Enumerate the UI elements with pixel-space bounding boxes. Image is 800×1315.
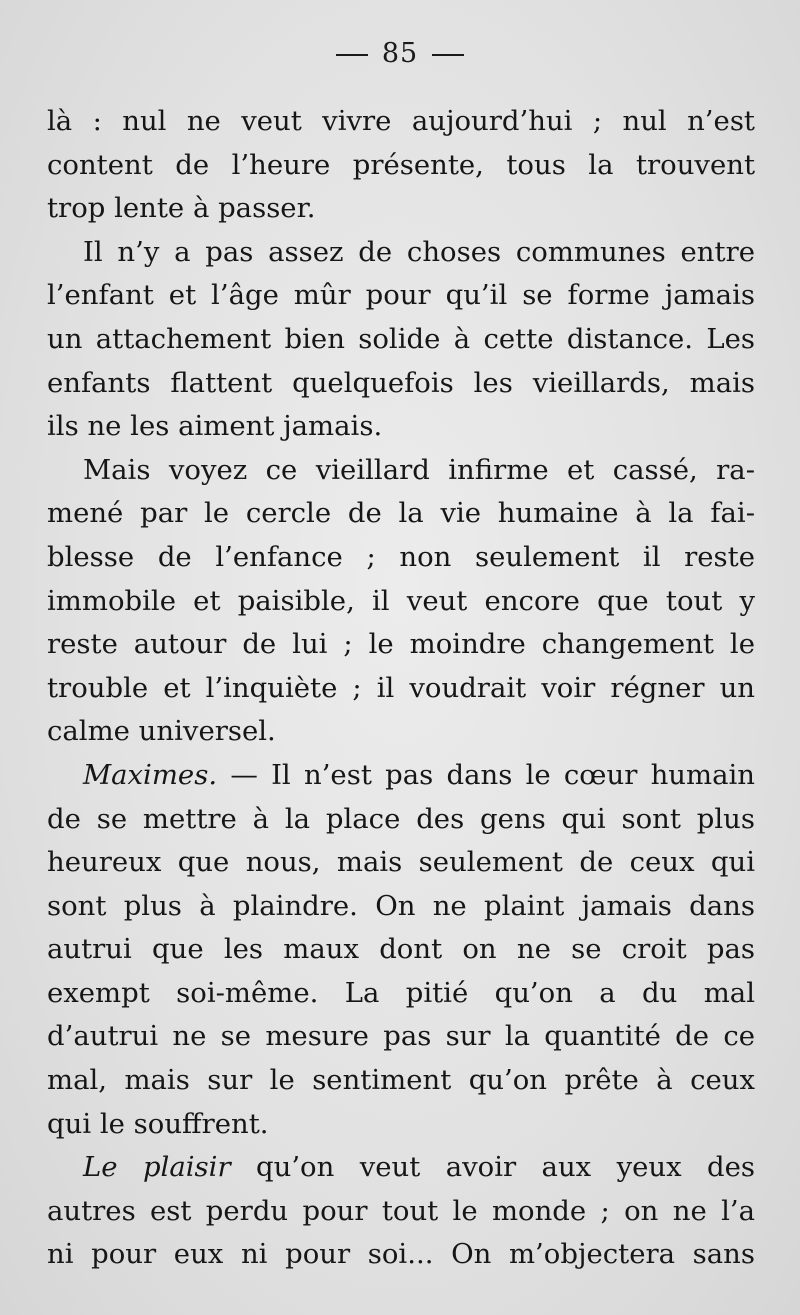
line-text: là : nul ne veut vivre aujourd’hui ; nul n’est bbox=[47, 105, 755, 137]
line-text: calme universel. bbox=[47, 715, 276, 748]
text-line bbox=[47, 536, 755, 580]
line-text: content de l’heure présente, tous la trouvent bbox=[47, 148, 755, 181]
text-line bbox=[47, 623, 755, 667]
line-text: mené par le cercle de la vie humaine à la fai- bbox=[47, 497, 755, 530]
text-line bbox=[47, 1190, 755, 1234]
line-text: heureux que nous, mais seulement de ceux qui bbox=[47, 846, 755, 879]
text-line bbox=[47, 274, 755, 318]
line-text: l’enfant et l’âge mûr pour qu’il se forme jamais bbox=[47, 279, 755, 312]
text-line bbox=[47, 144, 755, 188]
text-line bbox=[47, 449, 755, 493]
line-text: exempt soi-même. La pitié qu’on a du mal bbox=[47, 976, 755, 1009]
line-text: mal, mais sur le sentiment qu’on prête à ceux bbox=[47, 1064, 755, 1097]
line-text: d’autrui ne se mesure pas sur la quantité de ce bbox=[47, 1020, 755, 1053]
line-text: blesse de l’enfance ; non seulement il reste bbox=[47, 540, 755, 573]
text-line bbox=[47, 318, 755, 362]
text-line bbox=[47, 667, 755, 711]
line-text: reste autour de lui ; le moindre changement le bbox=[47, 628, 755, 661]
line-text: ni pour eux ni pour soi... On m’objectera sans bbox=[47, 1238, 755, 1271]
line-text: — Il n’est pas dans le cœur humain bbox=[217, 758, 755, 791]
text-line bbox=[47, 841, 755, 885]
line-text: de se mettre à la place des gens qui sont plus bbox=[47, 802, 755, 835]
text-line bbox=[47, 928, 755, 972]
text-line bbox=[47, 798, 755, 842]
line-text: autrui que les maux dont on ne se croit pas bbox=[47, 933, 755, 966]
line-text: enfants flattent quelquefois les vieillards, mais bbox=[47, 366, 755, 399]
text-line bbox=[47, 1103, 755, 1147]
line-text: qu’on veut avoir aux yeux des bbox=[230, 1151, 755, 1184]
line-text: trouble et l’inquiète ; il voudrait voir régner un bbox=[47, 671, 755, 704]
line-text: un attachement bien solide à cette distance. Les bbox=[47, 322, 755, 355]
text-line bbox=[47, 187, 755, 231]
text-line bbox=[47, 405, 755, 449]
line-text: ils ne les aiment jamais. bbox=[47, 410, 383, 443]
line-text: qui le souffrent. bbox=[47, 1107, 269, 1140]
page-number-header bbox=[0, 38, 800, 69]
text-line bbox=[47, 972, 755, 1016]
text-line bbox=[47, 1146, 755, 1190]
left-dash bbox=[336, 54, 368, 56]
line-text: Mais voyez ce vieillard infirme et cassé, ra- bbox=[83, 453, 755, 486]
text-line bbox=[47, 1059, 755, 1103]
text-line bbox=[47, 492, 755, 536]
line-text: Il n’y a pas assez de choses communes entre bbox=[83, 235, 755, 268]
italic-lead: Le plaisir bbox=[83, 1151, 231, 1184]
page-number: 85 bbox=[381, 38, 419, 69]
text-line bbox=[47, 231, 755, 275]
line-text: autres est perdu pour tout le monde ; on ne l’a bbox=[47, 1194, 755, 1227]
body-text bbox=[47, 100, 755, 1277]
text-line bbox=[47, 710, 755, 754]
text-line bbox=[47, 754, 755, 798]
text-line bbox=[47, 100, 755, 144]
italic-lead: Maximes. bbox=[83, 758, 218, 791]
text-line bbox=[47, 362, 755, 406]
line-text: trop lente à passer. bbox=[47, 192, 316, 225]
text-line bbox=[47, 1233, 755, 1277]
text-line bbox=[47, 580, 755, 624]
text-line bbox=[47, 885, 755, 929]
line-text: immobile et paisible, il veut encore que tout y bbox=[47, 584, 755, 617]
right-dash bbox=[432, 54, 464, 56]
text-line bbox=[47, 1015, 755, 1059]
line-text: sont plus à plaindre. On ne plaint jamais dans bbox=[47, 889, 755, 922]
